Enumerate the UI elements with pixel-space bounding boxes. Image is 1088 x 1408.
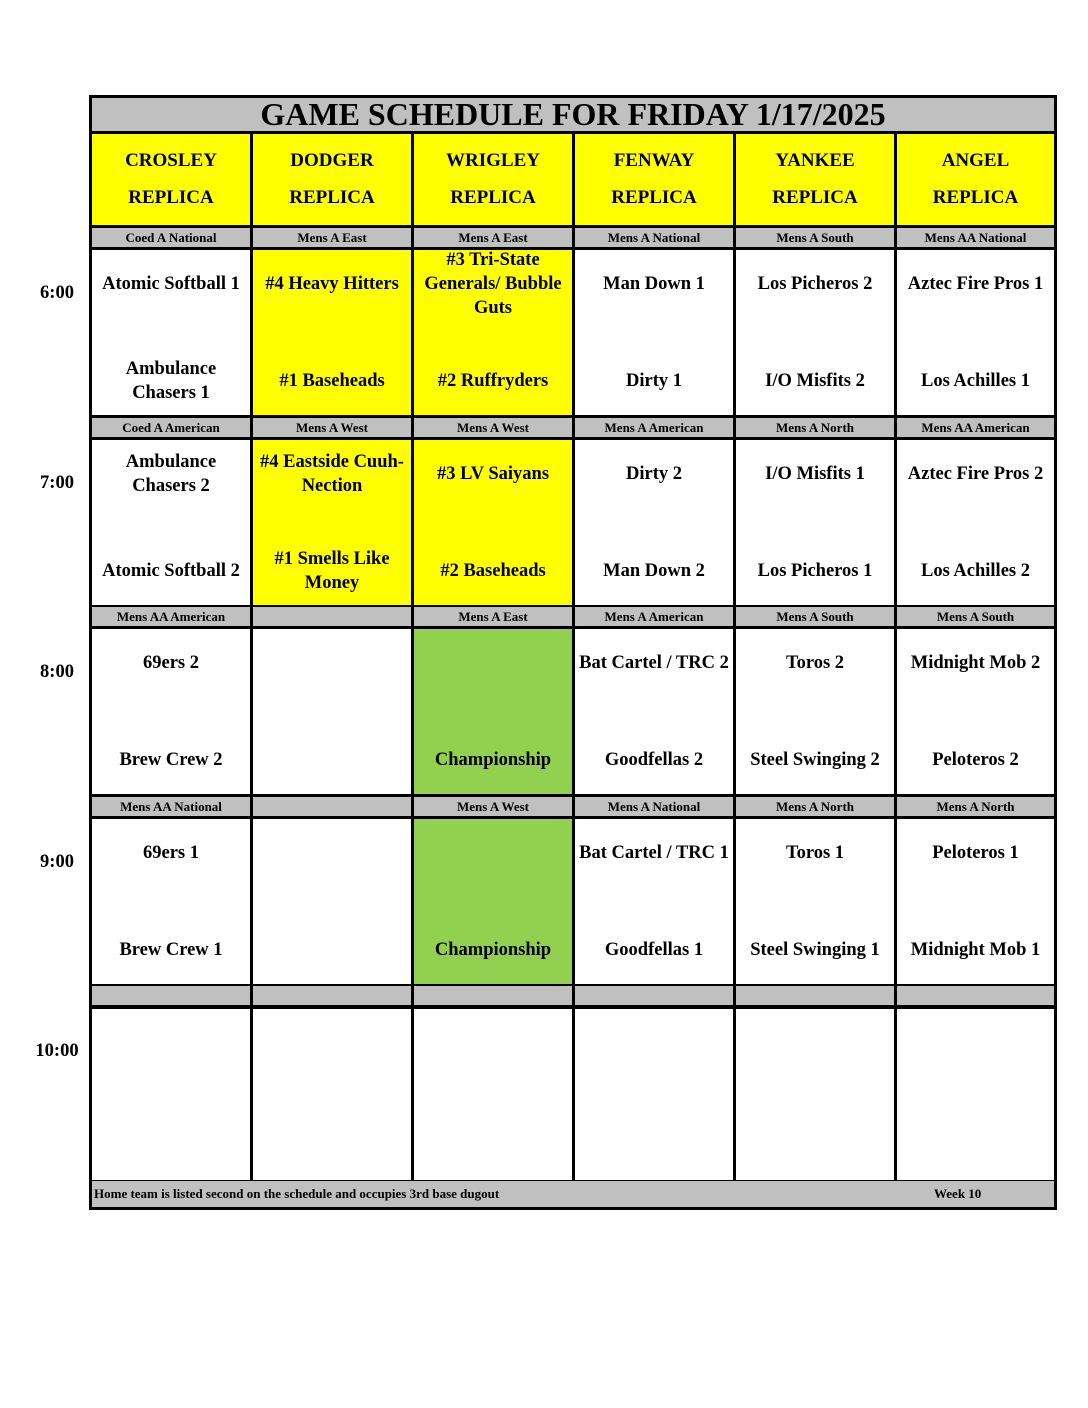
division-label: Mens A East bbox=[253, 228, 411, 247]
away-team: Toros 1 bbox=[785, 843, 845, 863]
division-label: Mens A National bbox=[575, 228, 733, 247]
division-label bbox=[736, 986, 894, 1005]
home-team: Peloteros 2 bbox=[932, 750, 1019, 770]
schedule-footer bbox=[92, 1181, 1054, 1207]
away-team: #3 Tri-State Generals/ Bubble Guts bbox=[424, 250, 562, 318]
venue-sub: REPLICA bbox=[289, 187, 375, 209]
venue-name: FENWAY bbox=[613, 149, 695, 171]
game-cell bbox=[92, 629, 250, 794]
away-team: Midnight Mob 2 bbox=[910, 653, 1041, 673]
game-cell bbox=[736, 1009, 894, 1180]
game-cell bbox=[575, 819, 733, 984]
venue-name: CROSLEY bbox=[125, 149, 217, 171]
home-team: Los Picheros 1 bbox=[757, 561, 873, 581]
division-label: Coed A American bbox=[92, 418, 250, 437]
division-label: Mens AA National bbox=[897, 228, 1054, 247]
division-label: Mens A National bbox=[575, 797, 733, 816]
venue-name: ANGEL bbox=[941, 149, 1010, 171]
home-team: #1 Baseheads bbox=[279, 371, 385, 391]
game-cell bbox=[897, 629, 1054, 794]
game-cell bbox=[575, 250, 733, 415]
division-label bbox=[414, 986, 572, 1005]
home-team: Championship bbox=[434, 750, 552, 770]
away-team: Toros 2 bbox=[785, 653, 845, 673]
division-label bbox=[253, 797, 411, 816]
venue-header bbox=[736, 134, 894, 225]
game-cell bbox=[575, 629, 733, 794]
time-label: 10:00 bbox=[35, 1041, 79, 1061]
away-team: Aztec Fire Pros 2 bbox=[907, 464, 1044, 484]
week-label: Week 10 bbox=[934, 1186, 982, 1201]
division-label: Mens A North bbox=[736, 418, 894, 437]
game-cell bbox=[92, 250, 250, 415]
game-cell bbox=[736, 440, 894, 605]
away-team: I/O Misfits 1 bbox=[765, 464, 865, 484]
away-team: 69ers 2 bbox=[143, 653, 199, 673]
away-team: Ambulance Chasers 2 bbox=[125, 452, 217, 496]
game-cell bbox=[414, 440, 572, 605]
home-team: #2 Baseheads bbox=[440, 561, 546, 581]
home-team: Goodfellas 1 bbox=[604, 940, 704, 960]
away-team: #4 Eastside Cuuh-Nection bbox=[260, 452, 404, 496]
game-cell bbox=[253, 1009, 411, 1180]
division-label: Mens A South bbox=[897, 607, 1054, 626]
home-team: Midnight Mob 1 bbox=[910, 940, 1041, 960]
away-team: Aztec Fire Pros 1 bbox=[907, 274, 1044, 294]
time-label: 8:00 bbox=[40, 662, 74, 682]
venue-header bbox=[92, 134, 250, 225]
away-team: #4 Heavy Hitters bbox=[265, 274, 399, 294]
home-team: Man Down 2 bbox=[603, 561, 705, 581]
venue-header bbox=[897, 134, 1054, 225]
division-label: Mens AA American bbox=[897, 418, 1054, 437]
game-cell bbox=[736, 629, 894, 794]
home-team: Steel Swinging 2 bbox=[750, 750, 880, 770]
home-team: Atomic Softball 2 bbox=[102, 561, 240, 581]
venue-header bbox=[575, 134, 733, 225]
division-label: Coed A National bbox=[92, 228, 250, 247]
home-team: Los Achilles 2 bbox=[921, 561, 1030, 581]
time-label: 9:00 bbox=[40, 852, 74, 872]
time-label: 6:00 bbox=[40, 283, 74, 303]
game-cell bbox=[253, 440, 411, 605]
division-label bbox=[575, 986, 733, 1005]
home-team: Championship bbox=[434, 940, 552, 960]
home-team: Goodfellas 2 bbox=[604, 750, 704, 770]
division-label: Mens AA American bbox=[92, 607, 250, 626]
division-label: Mens A West bbox=[414, 418, 572, 437]
venue-sub: REPLICA bbox=[772, 187, 858, 209]
game-cell bbox=[897, 440, 1054, 605]
venue-sub: REPLICA bbox=[932, 187, 1019, 209]
division-label: Mens A South bbox=[736, 607, 894, 626]
game-cell bbox=[92, 440, 250, 605]
away-team: #3 LV Saiyans bbox=[436, 464, 550, 484]
home-team: Steel Swinging 1 bbox=[750, 940, 880, 960]
venue-sub: REPLICA bbox=[450, 187, 536, 209]
game-cell bbox=[253, 629, 411, 794]
schedule-title: GAME SCHEDULE FOR FRIDAY 1/17/2025 bbox=[92, 98, 1054, 131]
division-label: Mens A East bbox=[414, 228, 572, 247]
venue-name: WRIGLEY bbox=[446, 149, 540, 171]
venue-name: YANKEE bbox=[775, 149, 855, 171]
division-label: Mens A American bbox=[575, 607, 733, 626]
division-label: Mens A West bbox=[253, 418, 411, 437]
division-label: Mens A West bbox=[414, 797, 572, 816]
home-team: Dirty 1 bbox=[626, 371, 682, 391]
game-cell bbox=[414, 819, 572, 984]
schedule-grid bbox=[89, 95, 1057, 1210]
game-cell bbox=[414, 629, 572, 794]
game-cell bbox=[736, 819, 894, 984]
away-team: Man Down 1 bbox=[603, 274, 705, 294]
away-team: 69ers 1 bbox=[143, 843, 199, 863]
game-cell bbox=[575, 440, 733, 605]
home-team: Brew Crew 1 bbox=[119, 940, 223, 960]
game-cell bbox=[575, 1009, 733, 1180]
home-team: I/O Misfits 2 bbox=[765, 371, 865, 391]
away-team: Dirty 2 bbox=[626, 464, 682, 484]
division-label bbox=[253, 986, 411, 1005]
game-cell bbox=[414, 250, 572, 415]
away-team: Bat Cartel / TRC 1 bbox=[579, 843, 729, 863]
game-cell bbox=[92, 1009, 250, 1180]
division-label: Mens A East bbox=[414, 607, 572, 626]
division-label bbox=[897, 986, 1054, 1005]
away-team: Bat Cartel / TRC 2 bbox=[579, 653, 729, 673]
home-team: Los Achilles 1 bbox=[921, 371, 1030, 391]
game-cell bbox=[897, 1009, 1054, 1180]
time-label: 7:00 bbox=[40, 473, 74, 493]
home-team: #1 Smells Like Money bbox=[274, 549, 390, 593]
venue-sub: REPLICA bbox=[611, 187, 697, 209]
division-label: Mens A South bbox=[736, 228, 894, 247]
home-team-note: Home team is listed second on the schedule and occupies 3rd base dugout bbox=[94, 1186, 500, 1201]
division-label: Mens A American bbox=[575, 418, 733, 437]
home-team: #2 Ruffryders bbox=[437, 371, 549, 391]
game-cell bbox=[736, 250, 894, 415]
division-label: Mens A North bbox=[736, 797, 894, 816]
division-label: Mens AA National bbox=[92, 797, 250, 816]
division-label bbox=[253, 607, 411, 626]
division-label: Mens A North bbox=[897, 797, 1054, 816]
away-team: Peloteros 1 bbox=[932, 843, 1019, 863]
game-cell bbox=[253, 250, 411, 415]
division-label bbox=[92, 986, 250, 1005]
venue-header bbox=[414, 134, 572, 225]
home-team: Ambulance Chasers 1 bbox=[125, 359, 217, 403]
game-cell bbox=[414, 1009, 572, 1180]
game-cell bbox=[253, 819, 411, 984]
venue-header bbox=[253, 134, 411, 225]
game-cell bbox=[92, 819, 250, 984]
venue-sub: REPLICA bbox=[128, 187, 214, 209]
venue-name: DODGER bbox=[290, 149, 374, 171]
game-cell bbox=[897, 819, 1054, 984]
away-team: Los Picheros 2 bbox=[757, 274, 873, 294]
game-cell bbox=[897, 250, 1054, 415]
away-team: Atomic Softball 1 bbox=[102, 274, 240, 294]
home-team: Brew Crew 2 bbox=[119, 750, 223, 770]
